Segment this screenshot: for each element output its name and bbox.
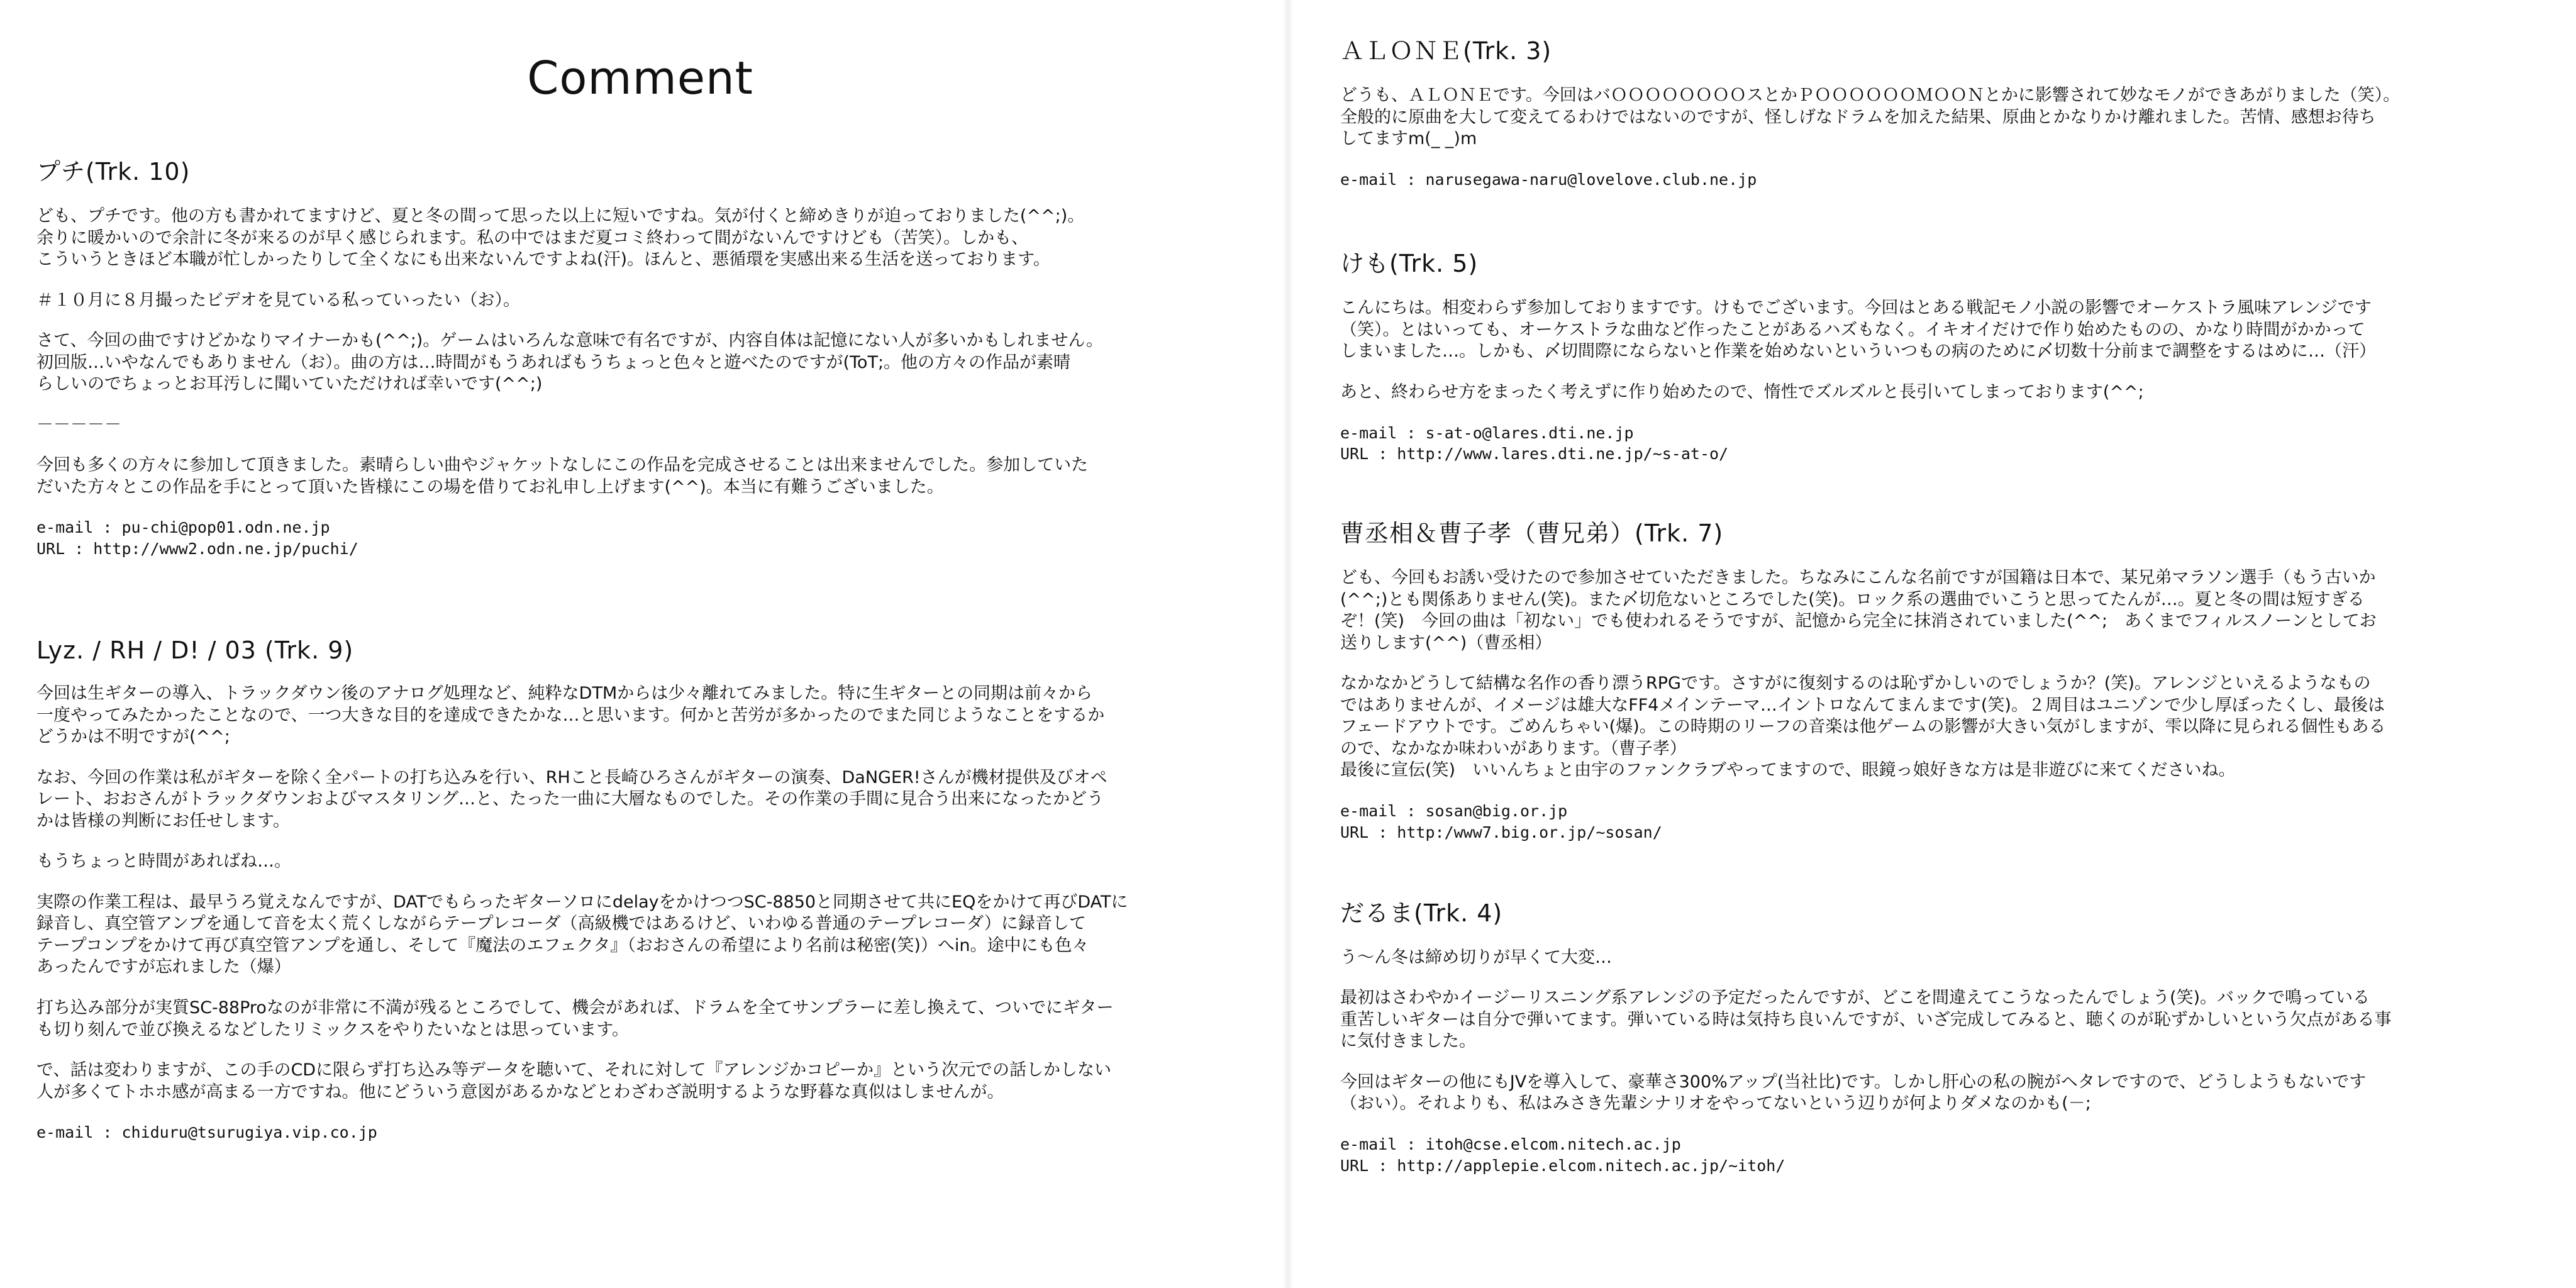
comment-paragraph: 打ち込み部分が実質SC-88Proなのが非常に不満が残るところでして、機会があれば、ドラムを全てサンプラーに差し換えて、ついでにギター も切り刻んで並び換えるなどしたリミックスをやりたいなとは思っています。 bbox=[36, 997, 1114, 1040]
section-heading: けも(Trk. 5) bbox=[1340, 250, 1479, 278]
comment-paragraph: ＃１０月に８月撮ったビデオを見ている私っていったい（お）。 bbox=[36, 290, 520, 310]
email-address[interactable]: e-mail : narusegawa-naru@lovelove.club.ne.jp bbox=[1340, 170, 1757, 189]
comment-paragraph: なかなかどうして結構な名作の香り漂うRPGです。さすがに復刻するのは恥ずかしいのでしょうか？(笑)。アレンジといえるようなもの ではありませんが、イメージは雄大なFF4メインテーマ…イントロなんてまんまです(笑)。２周目はユニゾンで少し厚ぼったくし、最後は フェードアウトです。ごめんちゃい(爆)。この時期のリーフの音楽は他ゲームの影響が大きい気がしますが、雫以降に見られる個性もある ので、なかなか味わいがあります。（曹子孝） 最後に宣伝(笑) いいんちょと由宇のファンクラブやってますので、眼鏡っ娘好きな方は是非遊びに来てくださいね。 bbox=[1340, 674, 2386, 780]
section-heading: Lyz. / RH / D! / 03 (Trk. 9) bbox=[36, 636, 354, 664]
email-address[interactable]: e-mail : itoh@cse.elcom.nitech.ac.jp bbox=[1340, 1135, 1681, 1153]
comment-paragraph: もうちょっと時間があればね…。 bbox=[36, 852, 291, 872]
url-link[interactable]: URL : http://www2.odn.ne.jp/puchi/ bbox=[36, 540, 358, 558]
comment-paragraph: で、話は変わりますが、この手のCDに限らず打ち込み等データを聴いて、それに対して『アレンジかコピーか』という次元での話しかしない 人が多くてトホホ感が高まる一方ですね。他にどういう意図があるかなどとわざわざ説明するような野暮な真似はしませんが。 bbox=[36, 1060, 1112, 1102]
url-link[interactable]: URL : http://www.lares.dti.ne.jp/~s-at-o/ bbox=[1340, 445, 1729, 464]
comment-paragraph: あと、終わらせ方をまったく考えずに作り始めたので、惰性でズルズルと長引いてしまっております(^^; bbox=[1340, 382, 2144, 402]
email-address[interactable]: e-mail : chiduru@tsurugiya.vip.co.jp bbox=[36, 1123, 377, 1142]
comment-paragraph: う～ん冬は締め切りが早くて大変… bbox=[1340, 947, 1612, 967]
comment-section-kemo bbox=[1340, 244, 2532, 465]
url-link[interactable]: URL : http:/www7.big.or.jp/~sosan/ bbox=[1340, 823, 1662, 841]
comment-paragraph: ども、今回もお誘い受けたので参加させていただきました。ちなみにこんな名前ですが国籍は日本で、某兄弟マラソン選手（もう古いか (^^;)とも関係ありません(笑)。また〆切危ないところでした(笑)。ロック系の選曲でいこうと思ってたんが…。夏と冬の間は短すぎる ぞ！(笑) 今回の曲は「初ない」でも使われるそうですが、記憶から完全に抹消されていました(^^; あくまでフィルスノーンとしてお 送りします(^^)（曹丞相） bbox=[1340, 568, 2377, 653]
comment-section-daruma bbox=[1340, 894, 2532, 1177]
comment-paragraph: 今回も多くの方々に参加して頂きました。素晴らしい曲やジャケットなしにこの作品を完成させることは出来ませんでした。参加していた だいた方々とこの作品を手にとって頂いた皆様にこの場を借りてお礼申し上げます(^^)。本当に有難うございました。 bbox=[36, 455, 1089, 497]
comment-section-sosan bbox=[1340, 514, 2532, 843]
section-heading: 曹丞相＆曹子孝（曹兄弟）(Trk. 7) bbox=[1340, 519, 1724, 548]
comment-section-lyz bbox=[36, 636, 1244, 1143]
email-address[interactable]: e-mail : sosan@big.or.jp bbox=[1340, 802, 1568, 820]
comment-section-puchi bbox=[36, 152, 1244, 560]
email-address[interactable]: e-mail : pu-chi@pop01.odn.ne.jp bbox=[36, 518, 330, 537]
page-title: Comment bbox=[527, 52, 753, 104]
section-heading: プチ(Trk. 10) bbox=[36, 158, 191, 186]
comment-paragraph: どうも、ＡＬＯＮＥです。今回はバＯＯＯＯＯＯＯＯスとかＰＯＯＯＯＯＯＭＯＯＮとかに影響されて妙なモノができあがりました（笑）。 全般的に原曲を大して変えてるわけではないのですが、怪しげなドラムを加えた結果、原曲とかなりかけ離れました。苦情、感想お待ち してますm(_ _)m bbox=[1340, 86, 2401, 149]
comment-paragraph: なお、今回の作業は私がギターを除く全パートの打ち込みを行い、RHこと長崎ひろさんがギターの演奏、DaNGER!さんが機材提供及びオペ レート、おおさんがトラックダウンおよびマスタリング…と、たった一曲に大層なものでした。その作業の手間に見合う出来になったかどう かは皆様の判断にお任せします。 bbox=[36, 767, 1108, 831]
comment-paragraph: ども、プチです。他の方も書かれてますけど、夏と冬の間って思った以上に短いですね。気が付くと締めきりが迫っておりました(^^;)。 余りに暖かいので余計に冬が来るのが早く感じられます。私の中ではまだ夏コミ終わって間がないんですけども（苦笑）。しかも、 こういうときほど本職が忙しかったりして全くなにも出来ないんですよね(汗)。ほんと、悪循環を実感出来る生活を送っております。 bbox=[36, 206, 1085, 270]
email-address[interactable]: e-mail : s-at-o@lares.dti.ne.jp bbox=[1340, 423, 1634, 442]
comment-paragraph: さて、今回の曲ですけどかなりマイナーかも(^^;)。ゲームはいろんな意味で有名ですが、内容自体は記憶にない人が多いかもしれません。 初回版…いやなんでもありません（お）。曲の方は…時間がもうあればもうちょっと色々と遊べたのですが(ToT;。他の方々の作品が素晴 らしいのでちょっとお耳汚しに聞いていただければ幸いです(^^;) bbox=[36, 331, 1103, 394]
section-heading: ＡＬＯＮＥ(Trk. 3) bbox=[1340, 37, 1552, 65]
comment-paragraph: 今回は生ギターの導入、トラックダウン後のアナログ処理など、純粋なDTMからは少々離れてみました。特に生ギターとの同期は前々から 一度やってみたかったことなので、一つ大きな目的を達成できたかな…と思います。何かと苦労が多かったのでまた同じようなことをするか どうかは不明ですが(^^; bbox=[36, 683, 1105, 747]
right-page bbox=[1288, 0, 2576, 1288]
separator-dashes: －－－－－ bbox=[36, 414, 121, 435]
comment-paragraph: 今回はギターの他にもJVを導入して、豪華さ300%アップ(当社比)です。しかし肝心の私の腕がヘタレですので、どうしようもないです （おい）。それよりも、私はみさき先輩シナリオをやってないという辺りが何よりダメなのかも(－; bbox=[1340, 1072, 2367, 1114]
url-link[interactable]: URL : http://applepie.elcom.nitech.ac.jp/~itoh/ bbox=[1340, 1156, 1785, 1175]
comment-paragraph: 最初はさわやかイージーリスニング系アレンジの予定だったんですが、どこを間違えてこうなったんでしょう(笑)。バックで鳴っている 重苦しいギターは自分で弾いてます。弾いている時は気持ち良いんですが、いざ完成してみると、聴くのが恥ずかしいという欠点がある事 に気付きました。 bbox=[1340, 988, 2392, 1052]
comment-section-alone bbox=[1340, 31, 2532, 190]
section-heading: だるま(Trk. 4) bbox=[1340, 899, 1503, 927]
comment-paragraph: こんにちは。相変わらず参加しておりますです。けもでございます。今回はとある戦記モノ小説の影響でオーケストラ風味アレンジです （笑）。とはいっても、オーケストラな曲など作ったことがあるハズもなく。イキオイだけで作り始めたものの、かなり時間がかかって しまいました…。しかも、〆切間際にならないと作業を始めないといういつもの病のために〆切数十分前まで調整をするはめに…（汗） bbox=[1340, 298, 2376, 362]
comment-paragraph: 実際の作業工程は、最早うろ覚えなんですが、DATでもらったギターソロにdelayをかけつつSC-8850と同期させて共にEQをかけて再びDATに 録音し、真空管アンプを通して音を太く荒くしながらテープレコーダ（高級機ではあるけど、いわゆる普通のテープレコーダ）に録音して テープコンプをかけて再び真空管アンプを通し、そして『魔法のエフェクタ』（おおさんの希望により名前は秘密(笑)）へin。途中にも色々 あったんですが忘れました（爆） bbox=[36, 892, 1128, 977]
